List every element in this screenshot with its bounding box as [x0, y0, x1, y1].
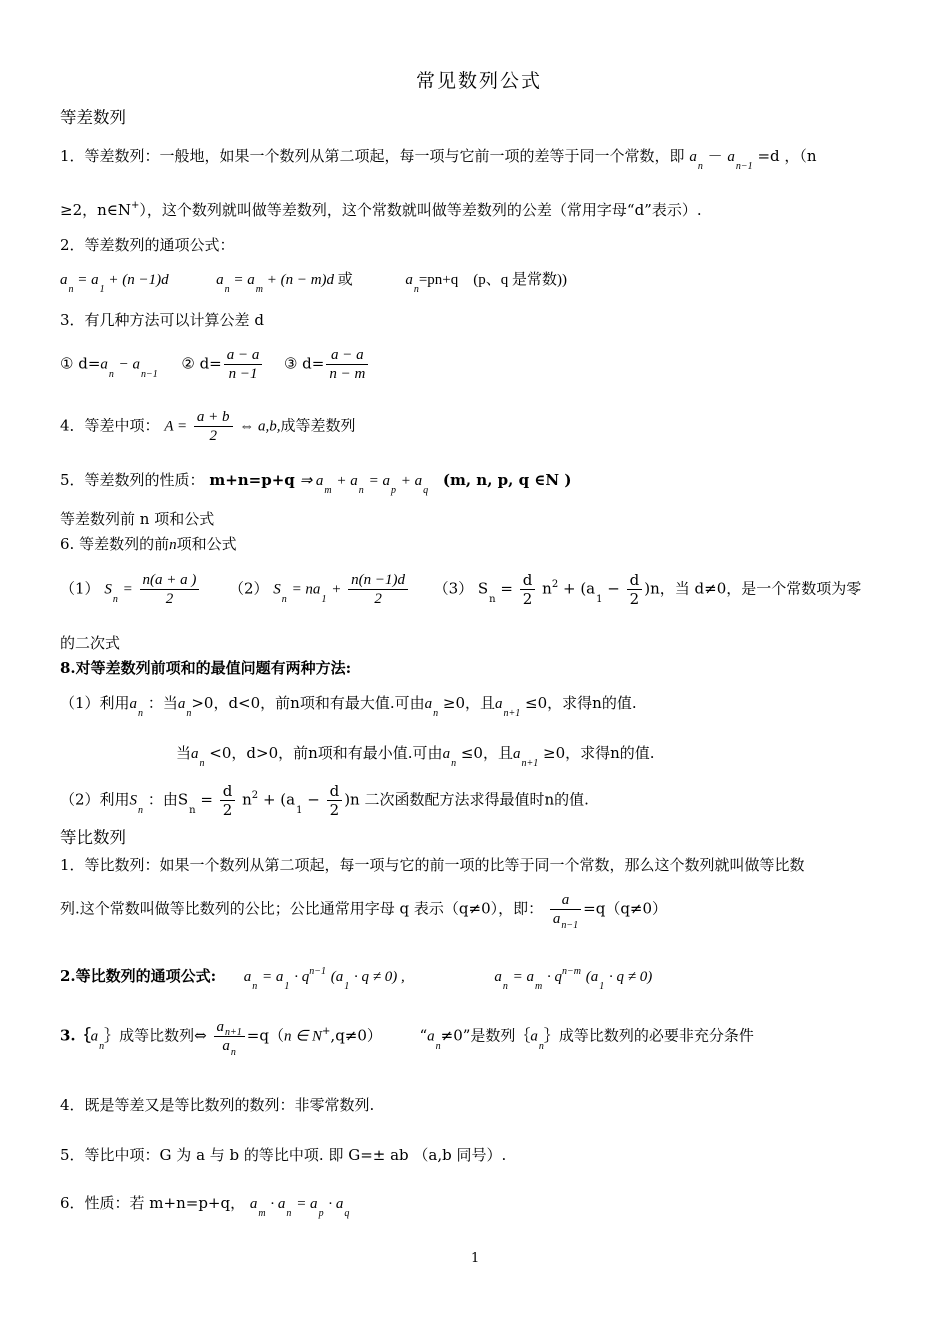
- subscript: n: [199, 758, 205, 769]
- subscript: n: [186, 708, 192, 719]
- math: −: [307, 790, 320, 809]
- math: =: [200, 790, 213, 809]
- math: + (a: [562, 579, 596, 598]
- arith-mean-line: [60, 408, 356, 445]
- subscript: n: [489, 593, 496, 605]
- sum-formula-subheading: 等差数列前 n 项和公式: [60, 510, 215, 528]
- label: （2）: [228, 579, 269, 598]
- text: 5．等差数列的性质：: [60, 471, 205, 489]
- subscript: n+1: [225, 1027, 242, 1038]
- text: ≤0，求得n的值.: [525, 694, 637, 712]
- fraction: [627, 571, 643, 608]
- superscript: n−m: [561, 966, 581, 977]
- text: ≠0”是数列｛: [440, 1026, 531, 1045]
- fraction: [348, 571, 408, 608]
- subscript: n: [502, 981, 508, 992]
- math: −: [607, 579, 620, 598]
- denominator: 2: [629, 590, 640, 608]
- text: =pn+q (p、q 是常数)): [418, 272, 567, 288]
- math: ⇒ a: [299, 473, 324, 489]
- math: ⇔ a,b,: [239, 418, 281, 435]
- subscript: n: [281, 593, 287, 605]
- subscript: n: [224, 284, 230, 295]
- math: a: [494, 969, 502, 985]
- denominator: n − m: [329, 366, 366, 382]
- numerator: a: [216, 1019, 225, 1035]
- math: a: [512, 746, 521, 762]
- subscript: p: [318, 1208, 324, 1219]
- math: = a: [233, 272, 255, 288]
- math: = a: [368, 473, 390, 489]
- math: a: [424, 696, 433, 712]
- math: n: [169, 537, 177, 553]
- math: = a: [262, 969, 284, 985]
- subscript: m: [534, 981, 543, 992]
- math: n: [242, 790, 252, 809]
- subscript: n−1: [141, 368, 158, 380]
- subscript: m: [258, 1208, 266, 1219]
- numerator: d: [627, 571, 643, 590]
- text: )n，当 d≠0，是一个常数项为零: [644, 579, 862, 598]
- fraction: [224, 346, 263, 383]
- subscript: 1: [284, 981, 290, 992]
- denominator: 2: [329, 801, 340, 819]
- subscript: n: [99, 1040, 105, 1052]
- math: S: [477, 579, 489, 598]
- fraction: [220, 782, 236, 819]
- fraction: [520, 571, 536, 608]
- math: + (a: [262, 790, 296, 809]
- superscript: 2: [251, 789, 259, 801]
- math: a: [90, 1028, 99, 1045]
- subscript: 1: [596, 593, 603, 605]
- subscript: p: [390, 485, 396, 496]
- text: >0，d<0，前n项和有最大值.可由: [191, 694, 425, 712]
- method-3-label: ③ d=: [283, 354, 325, 373]
- text: “: [419, 1026, 428, 1045]
- subscript: m: [255, 284, 263, 295]
- math: a: [129, 696, 138, 712]
- subscript: n−1: [735, 161, 753, 172]
- subscript: n: [108, 368, 114, 380]
- text: ≤0，且: [460, 744, 513, 762]
- text: ≥0，且: [442, 694, 496, 712]
- math: · q: [294, 969, 310, 985]
- text: ），这个数列就叫做等差数列，这个常数就叫做等差数列的公差（常用字母“d”表示）.: [139, 201, 702, 219]
- subscript: n: [230, 1047, 236, 1058]
- geo-point-6: [60, 1194, 350, 1219]
- denominator: a: [222, 1038, 230, 1054]
- subscript: n: [358, 485, 364, 496]
- math: = a: [296, 1196, 318, 1212]
- text: ：当: [147, 694, 178, 712]
- geo-general-term-line: [60, 966, 653, 992]
- text: ：由: [147, 790, 178, 809]
- math: a: [60, 272, 68, 288]
- math: (a: [330, 969, 344, 985]
- math-a: a: [727, 149, 735, 165]
- section-heading-arithmetic: 等差数列: [60, 108, 126, 127]
- denominator: 2: [374, 591, 382, 607]
- arith-general-term-heading: 2．等差数列的通项公式：: [60, 236, 235, 254]
- subscript: 1: [321, 593, 327, 605]
- numerator: d: [220, 782, 236, 801]
- math-op: －: [707, 147, 723, 165]
- math: a: [100, 356, 108, 373]
- text: ,q≠0）: [330, 1026, 382, 1045]
- text: 4．等差中项：: [60, 416, 160, 435]
- fraction: [140, 571, 200, 608]
- common-difference-heading: 3．有几种方法可以计算公差 d: [60, 311, 264, 329]
- numerator: a − a: [326, 346, 368, 365]
- math: a: [405, 272, 413, 288]
- math: S: [104, 581, 112, 598]
- text: <0，d>0，前n项和有最小值.可由: [209, 744, 443, 762]
- math-a: a: [689, 149, 697, 165]
- fraction: [326, 346, 368, 383]
- method-2-label: ② d=: [181, 354, 222, 373]
- math: · a: [270, 1196, 286, 1212]
- subscript: n: [68, 284, 74, 295]
- page-number: 1: [471, 1251, 480, 1266]
- text: 列.这个常数叫做等比数列的公比；公比通常用字母 q 表示（q≠0），即：: [60, 899, 544, 918]
- label: （3）: [433, 579, 474, 598]
- subscript: n: [252, 981, 258, 992]
- math: m+n=p+q: [209, 471, 295, 489]
- text: 6．性质：若 m+n=p+q，: [60, 1194, 246, 1212]
- text: ｝成等比数列的必要非充分条件: [543, 1026, 754, 1045]
- numerator: d: [520, 571, 536, 590]
- math: − a: [118, 356, 141, 373]
- geo-condition-line: [60, 1018, 754, 1058]
- math: (m, n, p, q ∈N ): [442, 471, 572, 489]
- math: n: [542, 579, 552, 598]
- subscript: n: [697, 161, 703, 172]
- text: ｝成等比数列⇔: [104, 1026, 207, 1045]
- math: =: [500, 579, 513, 598]
- subscript: n: [138, 708, 144, 719]
- geo-definition-line-1: 1．等比数列：如果一个数列从第二项起，每一项与它的前一项的比等于同一个常数，那么这个数列就叫做等比数: [60, 856, 805, 874]
- extremum-method-2: [60, 782, 589, 819]
- method-1-label: ① d=: [60, 354, 101, 373]
- text: 成等差数列: [280, 416, 356, 435]
- text: 当: [176, 744, 192, 762]
- arith-property-line: [60, 471, 572, 496]
- math: +: [331, 581, 342, 598]
- numerator: a − a: [224, 346, 263, 365]
- math: · q ≠ 0) ,: [354, 969, 405, 985]
- subscript: n+1: [521, 758, 539, 769]
- math: = a: [512, 969, 534, 985]
- numerator: n(n −1)d: [348, 571, 408, 590]
- math: + (n − m)d: [266, 272, 335, 288]
- sum-formula-heading: [60, 535, 237, 555]
- extremum-heading: 8.对等差数列前项和的最值问题有两种方法:: [60, 659, 352, 677]
- text: =q（: [246, 1026, 284, 1045]
- numerator: a: [550, 891, 581, 910]
- extremum-method-1-alt: [176, 744, 655, 769]
- text: 3.｛: [60, 1026, 91, 1045]
- geo-point-5: 5．等比中项：G 为 a 与 b 的等比中项. 即 G=± ab （a,b 同号）.: [60, 1146, 507, 1164]
- text: 1．等差数列：一般地，如果一个数列从第二项起，每一项与它前一项的差等于同一个常数，即: [60, 147, 685, 165]
- numerator: a + b: [194, 408, 233, 427]
- subscript: n−1: [561, 920, 579, 931]
- text: =d ，（n: [757, 147, 817, 165]
- subscript: n: [433, 708, 439, 719]
- math: S: [273, 581, 281, 598]
- fraction: [194, 408, 233, 445]
- superscript: n−1: [309, 966, 326, 977]
- sum-formula-continuation: 的二次式: [60, 634, 121, 652]
- math: a: [243, 969, 252, 985]
- denominator: a: [552, 911, 561, 927]
- geo-definition-line-2: [60, 891, 668, 931]
- math: + a: [400, 473, 423, 489]
- subscript: 1: [296, 804, 303, 816]
- subscript: n+1: [503, 708, 521, 719]
- math: · q ≠ 0): [609, 969, 653, 985]
- denominator: n −1: [228, 366, 258, 382]
- denominator: 2: [522, 590, 533, 608]
- superscript: 2: [551, 578, 559, 590]
- fraction: [550, 891, 581, 931]
- text: ≥0，求得n的值.: [543, 744, 655, 762]
- sum-formulas: [60, 571, 861, 608]
- math: a: [177, 696, 186, 712]
- subscript: n: [112, 593, 118, 605]
- section-heading-geometric: 等比数列: [60, 828, 126, 847]
- math: =: [122, 581, 133, 598]
- math: a: [427, 1028, 435, 1045]
- math: S: [177, 790, 189, 809]
- subscript: n: [451, 758, 457, 769]
- subscript: 1: [344, 981, 350, 992]
- denominator: 2: [209, 428, 217, 444]
- math: · a: [328, 1196, 344, 1212]
- subscript: q: [344, 1208, 350, 1219]
- math: a: [249, 1196, 258, 1212]
- text: 6. 等差数列的前: [60, 535, 170, 553]
- fraction: [214, 1018, 245, 1058]
- math: + a: [336, 473, 358, 489]
- subscript: n: [435, 1040, 441, 1052]
- math: a: [495, 696, 503, 712]
- subscript: n: [413, 284, 419, 295]
- denominator: 2: [222, 801, 233, 819]
- text: 项和公式: [176, 535, 237, 553]
- arith-general-term-formulas: [60, 271, 567, 295]
- superscript: +: [131, 200, 140, 211]
- subscript: n: [286, 1208, 292, 1219]
- denominator: 2: [165, 591, 174, 607]
- subscript: 1: [99, 284, 105, 295]
- text: （2）利用: [60, 790, 130, 809]
- subscript: 1: [599, 981, 605, 992]
- numerator: d: [327, 782, 343, 801]
- arith-definition-line-1: [60, 147, 817, 172]
- math: A =: [164, 418, 188, 435]
- numerator: n(a + a ): [140, 571, 200, 590]
- common-difference-methods: [60, 346, 370, 383]
- page-title: 常见数列公式: [416, 70, 543, 92]
- text: ≥2，n∈N: [60, 201, 132, 219]
- math: S: [129, 792, 138, 809]
- label: （1）: [60, 579, 100, 598]
- extremum-method-1: [60, 694, 637, 719]
- math: a: [216, 272, 224, 288]
- math: = a: [77, 272, 99, 288]
- math: · q: [546, 969, 562, 985]
- subscript: n: [189, 804, 196, 816]
- subscript: n: [538, 1040, 544, 1052]
- math: a: [530, 1028, 538, 1045]
- geo-point-4: 4．既是等差又是等比数列的数列：非零常数列.: [60, 1096, 375, 1114]
- text: （1）利用: [60, 694, 130, 712]
- text: 2.等比数列的通项公式:: [60, 967, 217, 985]
- math: a: [442, 746, 451, 762]
- subscript: m: [324, 485, 332, 496]
- math: + (n −1)d: [108, 272, 169, 288]
- text: =q（q≠0）: [583, 899, 668, 918]
- math: = na: [291, 581, 321, 598]
- math: (a: [585, 969, 599, 985]
- superscript: +: [322, 1025, 331, 1037]
- subscript: n: [138, 804, 144, 816]
- subscript: q: [423, 485, 429, 496]
- fraction: [327, 782, 343, 819]
- arith-definition-line-2: [60, 201, 702, 220]
- text: 或: [337, 272, 353, 288]
- text: )n 二次函数配方法求得最值时n的值.: [344, 790, 589, 809]
- math: n ∈ N: [283, 1028, 323, 1045]
- math: a: [191, 746, 199, 762]
